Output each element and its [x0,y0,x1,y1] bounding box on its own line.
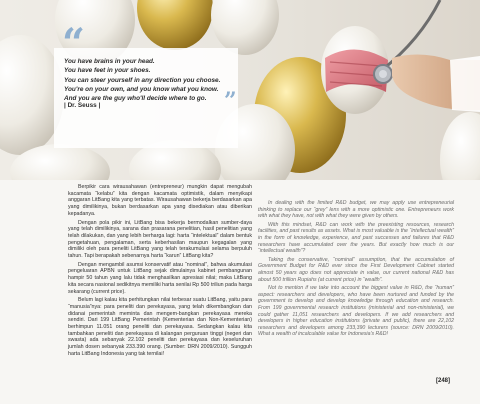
english-paragraph: In dealing with the limited R&D budget, we may apply use entrepreneurial thinking to replace our “grey” lens with a more optimistic one. Entrepreneurs work with what they have, not with what they were given by others. [258,200,454,220]
indonesian-paragraph: Berpikir cara wirausahawan (entrepreneur) mungkin dapat mengubah kacamata “kelabu” kita dengan kacamata optimistik, dalam menyikapi anggaran LitBang kita yang terbatas. Wirausahawan bekerja berdasarkan apa yang dimilikinya, bukan berdasarkan apa yang disediakan atau diberikan kepadanya. [68,184,252,217]
egg-top-mid [211,0,279,55]
indonesian-paragraph: Dengan pola pikir ini, LitBang bisa bekerja bermodalkan sumber-daya yang telah dimilikinya, sarana dan prasarana penelitian, hasil penelitian yang telah dilakukan, dan yang lebih berharga lagi: harta “intelektual” dalam bentuk pengetahuan, pengalaman, serta keberhasilan maupun kegagalan yang dimiliki oleh para peneliti LitBang yang telah terakumulasi selama berpuluh tahun. Tapi berapakah sebenarnya harta “karun” LitBang kita? [68,219,252,260]
english-text-column [258,200,454,340]
quote-author: | Dr. Seuss | [64,102,101,109]
english-paragraph: Taking the conservative, “nominal” assumption, that the accumulation of Government Budget for R&D ever since the First Development Cabinet started almost 50 years ago does not appreciate in value, our current national R&D has about 500 trillion Rupiahs (at current price) in “wealth”. [258,256,454,283]
page-number: [248] [436,378,451,384]
open-quote-icon: “ [62,20,86,67]
quote-line: And you are the guy who'll decide where to go. [64,95,207,103]
egg-far-right [440,112,480,180]
english-paragraph: Not to mention if we take into account the biggest value in R&D, the “human” aspect: researchers and developers, who have been nurtured and funded by the government to develop and develop knowledge through education and research. From 199 governmental research institutions (ministerial and non-ministerial), we could gather 11,051 researchers and developers. If we add researchers and developers in higher education institutions (private and public), there are 22,102 researchers and developers among 233,390 lecturers (source: DRN 2009/2010). What a wealth of incalculable value for Indonesia's R&D! [258,285,454,338]
quote-line: You have feet in your shoes. [64,67,151,75]
egg-top-gold [137,0,213,50]
english-paragraph: With this mindset, R&D can work with the preexisting resources, research facilities, and past results as assets. What is most valuable is the “intellectual wealth” in the form of knowledge, experience, and past successes and failures that R&D researchers have accumulated over the years. But exactly how much is our “intellectual wealth”? [258,221,454,255]
quote-line: You can steer yourself in any direction you choose. [64,76,221,84]
close-quote-icon: ” [224,88,237,114]
quote-text [64,57,236,103]
indonesian-text-column [68,184,252,360]
quote-line: You have brains in your head. [64,58,155,65]
quote-line: You're on your own, and you know what you know. [64,85,219,93]
indonesian-paragraph: Dengan mengambil asumsi konservatif atau “nominal”, bahwa akumulasi pengeluaran APBN untuk LitBang sejak dimulainya kabinet pembangunan hampir 50 tahun yang lalu tidak menghasilkan apresiasi nilai; maka LitBang kita secara nasional sedikitnya memiliki harta senilai Rp 500 triliun pada harga sekarang (current price). [68,261,252,295]
indonesian-paragraph: Belum lagi kalau kita perhitungkan nilai terbesar suatu LitBang, yaitu para “manusia”nya: para peneliti dan perekayasa, yang telah dikembangkan dan didanai pemerintah meminta dan mengem-bangkan perekayasa mereka sendiri. Dari 199 LitBang Pemerintah (Kementerian dan Non-Kementerian) berhimpun 11.051 orang peneliti dan perekayasa. Sedangkan kalau kita tambahkan peneliti dan perekayasa di kalangan perguruan tinggi (negeri dan swasta) ada sebanyak 22.102 peneliti dan perekayasa dan keseluruhan jumlah dosen sebanyak 233.390 orang. (Sumber: DRN 2009/2010). Sungguh harta LitBang Indonesia yang tak ternilai! [68,297,252,357]
